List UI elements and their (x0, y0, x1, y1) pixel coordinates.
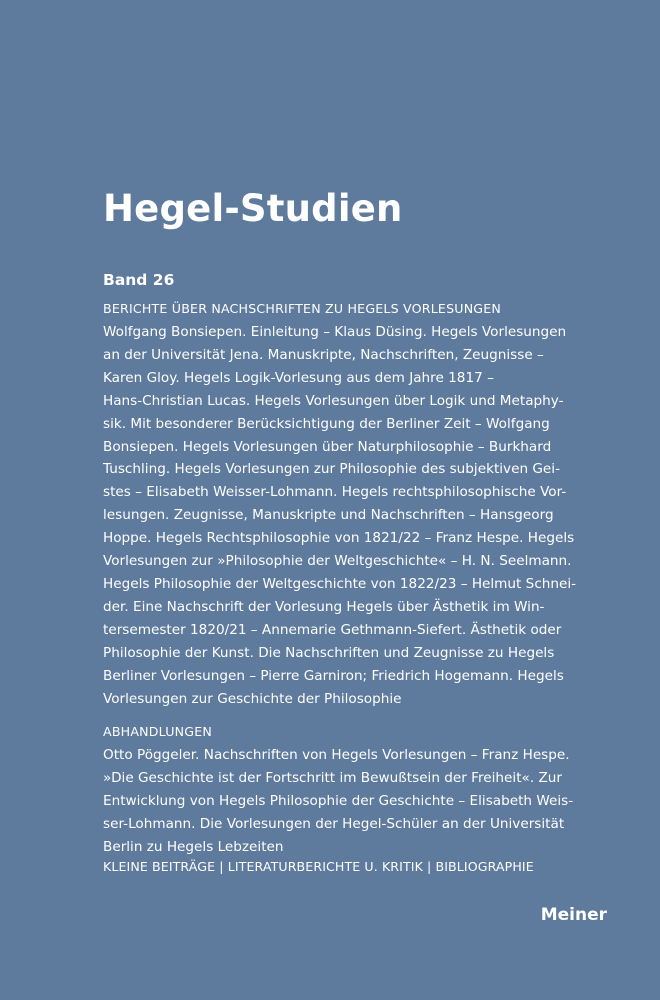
contents-line: der. Eine Nachschrift der Vorlesung Hegels über Ästhetik im Win- (103, 598, 545, 615)
section-text-reports (103, 321, 577, 710)
contents-line: Hans-Christian Lucas. Hegels Vorlesungen über Logik und Metaphy- (103, 392, 564, 409)
contents-line: Berliner Vorlesungen – Pierre Garniron; Friedrich Hogemann. Hegels (103, 667, 564, 684)
contents-line: stes – Elisabeth Weisser-Lohmann. Hegels rechtsphilosophische Vor- (103, 484, 567, 501)
contents-line: tersemester 1820/21 – Annemarie Gethmann-Siefert. Ästhetik oder (103, 621, 562, 638)
contents-line: Wolfgang Bonsiepen. Einleitung – Klaus Düsing. Hegels Vorlesungen (103, 324, 567, 340)
section-heading-reports: BERICHTE ÜBER NACHSCHRIFTEN ZU HEGELS VORLESUNGEN (103, 301, 502, 316)
contents-line: ser-Lohmann. Die Vorlesungen der Hegel-Schüler an der Universität (103, 816, 565, 833)
table-of-contents (103, 297, 577, 859)
volume-number: Band 26 (103, 271, 175, 289)
section-text-essays (103, 744, 574, 859)
section-essays (103, 720, 574, 859)
footer-categories: KLEINE BEITRÄGE | LITERATURBERICHTE U. KRITIK | BIBLIOGRAPHIE (103, 859, 534, 874)
section-heading-essays: ABHANDLUNGEN (103, 724, 213, 740)
contents-line: »Die Geschichte ist der Fortschritt im Bewußtsein der Freiheit«. Zur (103, 770, 562, 787)
section-gap (103, 710, 563, 720)
contents-line: Vorlesungen zur Geschichte der Philosophie (103, 690, 402, 707)
contents-line: Tuschling. Hegels Vorlesungen zur Philosophie des subjektiven Gei- (103, 461, 560, 478)
contents-line: Berlin zu Hegels Lebzeiten (103, 839, 284, 856)
contents-line: Otto Pöggeler. Nachschriften von Hegels Vorlesungen – Franz Hespe. (103, 747, 570, 764)
contents-line: Entwicklung von Hegels Philosophie der Geschichte – Elisabeth Weis- (103, 793, 574, 810)
contents-line: Vorlesungen zur »Philosophie der Weltgeschichte« – H. N. Seelmann. (103, 553, 572, 570)
contents-line: Karen Gloy. Hegels Logik-Vorlesung aus dem Jahre 1817 – (103, 369, 494, 386)
publisher-name: Meiner (540, 905, 607, 925)
book-title: Hegel-Studien (103, 187, 403, 230)
contents-line: lesungen. Zeugnisse, Manuskripte und Nachschriften – Hansgeorg (103, 507, 554, 524)
contents-line: sik. Mit besonderer Berücksichtigung der Berliner Zeit – Wolfgang (103, 415, 550, 432)
contents-line: Hegels Philosophie der Weltgeschichte von 1822/23 – Helmut Schnei- (103, 575, 577, 592)
contents-line: Philosophie der Kunst. Die Nachschriften und Zeugnisse zu Hegels (103, 644, 555, 661)
contents-line: Bonsiepen. Hegels Vorlesungen über Naturphilosophie – Burkhard (103, 438, 552, 455)
section-reports (103, 297, 577, 710)
contents-line: Hoppe. Hegels Rechtsphilosophie von 1821/22 – Franz Hespe. Hegels (103, 530, 575, 547)
contents-line: an der Universität Jena. Manuskripte, Nachschriften, Zeugnisse – (103, 346, 544, 363)
